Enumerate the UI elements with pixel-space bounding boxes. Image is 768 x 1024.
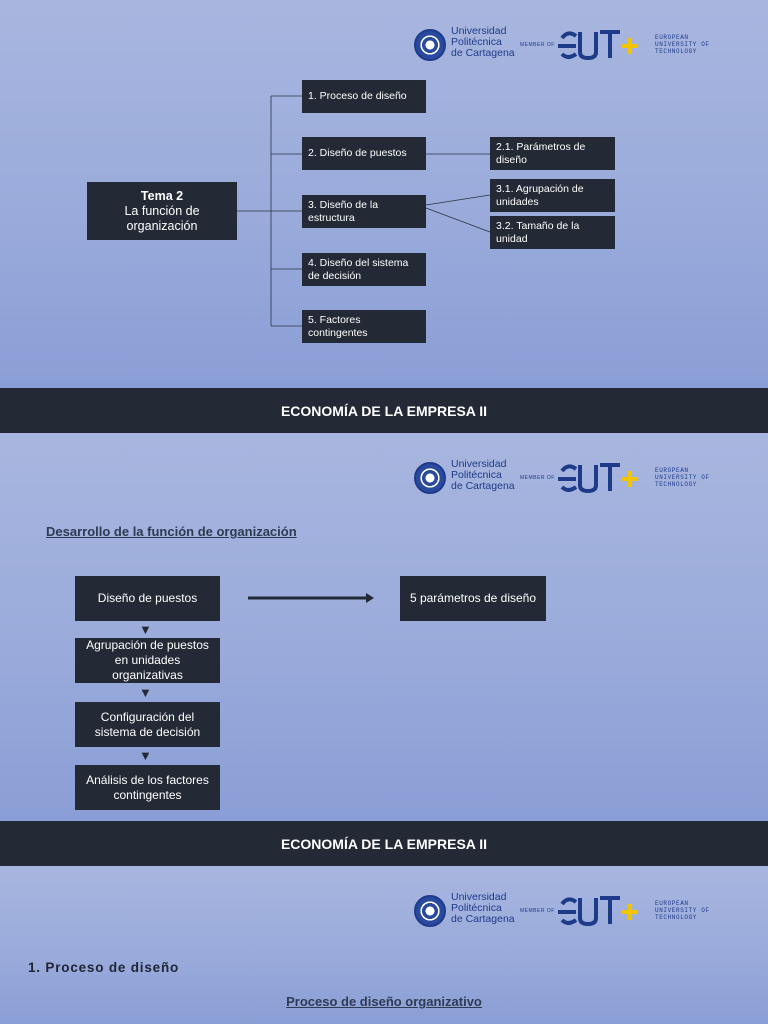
branch-node-5: 5. Factores contingentes — [302, 310, 426, 343]
section-heading: Desarrollo de la función de organización — [46, 524, 297, 539]
upct-seal-icon — [414, 895, 446, 927]
section-subtitle-text: Proceso de diseño organizativo — [286, 994, 482, 1009]
down-arrow-icon: ▼ — [139, 748, 152, 763]
slide-organization-development — [0, 433, 768, 822]
branch-node-4: 4. Diseño del sistema de decisión — [302, 253, 426, 286]
eut-logo-icon — [556, 892, 652, 928]
eut-name-line: TECHNOLOGY — [655, 914, 698, 921]
down-arrow-icon: ▼ — [139, 622, 152, 637]
eut-name-line: TECHNOLOGY — [655, 481, 698, 488]
eut-name-line: TECHNOLOGY — [655, 48, 698, 55]
sub-node-3-2: 3.2. Tamaño de la unidad — [490, 216, 615, 249]
upct-name-line: Politécnica — [451, 36, 502, 48]
eut-name-line: UNIVERSITY OF — [655, 907, 710, 914]
upct-name-line: Universidad — [451, 458, 507, 470]
upct-name-line: de Cartagena — [451, 47, 515, 59]
sub-connector — [426, 208, 490, 232]
step-node-2: Agrupación de puestos en unidades organizativas — [75, 638, 220, 683]
root-title: Tema 2 — [140, 188, 184, 203]
branch-node-3: 3. Diseño de la estructura — [302, 195, 426, 228]
sub-connector — [426, 195, 490, 205]
upct-name — [451, 892, 515, 925]
step-node-4: Análisis de los factores contingentes — [75, 765, 220, 810]
sub-node-3-1: 3.1. Agrupación de unidades — [490, 179, 615, 212]
sub-node-2-1: 2.1. Parámetros de diseño — [490, 137, 615, 170]
upct-name-line: Universidad — [451, 891, 507, 903]
eut-name-line: EUROPEAN — [655, 34, 689, 41]
member-of-label: MEMBER OF — [520, 42, 555, 48]
down-arrow-icon: ▼ — [139, 685, 152, 700]
header-logos — [414, 892, 714, 932]
root-node — [87, 182, 237, 240]
branch-node-1: 1. Proceso de diseño — [302, 80, 426, 113]
step-node-3: Configuración del sistema de decisión — [75, 702, 220, 747]
course-title-band: ECONOMÍA DE LA EMPRESA II — [0, 821, 768, 866]
upct-name-line: de Cartagena — [451, 480, 515, 492]
eut-name — [655, 900, 710, 921]
section-subtitle — [0, 994, 768, 1009]
upct-name-line: Politécnica — [451, 469, 502, 481]
slide-design-process — [0, 866, 768, 1024]
result-node: 5 parámetros de diseño — [400, 576, 546, 621]
section-title: 1. Proceso de diseño — [28, 960, 180, 975]
step-node-1: Diseño de puestos — [75, 576, 220, 621]
eut-name-line: UNIVERSITY OF — [655, 474, 710, 481]
member-of-label: MEMBER OF — [520, 908, 555, 914]
course-title-band: ECONOMÍA DE LA EMPRESA II — [0, 388, 768, 433]
eut-name-line: EUROPEAN — [655, 900, 689, 907]
eut-name-line: EUROPEAN — [655, 467, 689, 474]
flow-arrow — [0, 433, 768, 822]
root-subtitle: La función de organización — [124, 203, 200, 233]
upct-name-line: Universidad — [451, 25, 507, 37]
right-arrow-icon — [366, 593, 374, 603]
slide-organization-overview — [0, 0, 768, 388]
branch-node-2: 2. Diseño de puestos — [302, 137, 426, 170]
upct-name-line: de Cartagena — [451, 913, 515, 925]
member-of-label: MEMBER OF — [520, 475, 555, 481]
upct-name-line: Politécnica — [451, 902, 502, 914]
eut-name-line: UNIVERSITY OF — [655, 41, 710, 48]
